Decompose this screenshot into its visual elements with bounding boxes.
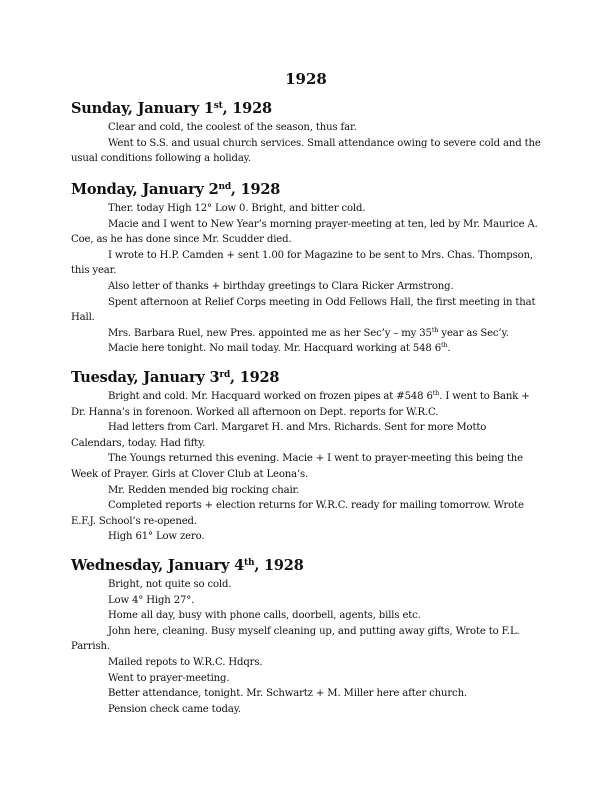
entry-paragraph: Went to S.S. and usual church services. Small attendance owing to severe cold and the usual conditions following a holiday. [71,137,541,165]
entry-heading [71,100,541,118]
heading-ordinal: nd [218,182,231,192]
ordinal-suffix: th [441,341,448,350]
entry-paragraph: High 61° Low zero. [108,531,205,543]
entry-paragraph: Also letter of thanks + birthday greetings to Clara Ricker Armstrong. [108,280,454,292]
paragraph-text: Macie here tonight. No mail today. Mr. Hacquard working at 548 6 [108,343,442,355]
entry-paragraph: Went to prayer-meeting. [108,672,230,684]
diary-entry-jan-2 [71,181,541,357]
entry-paragraph: Mailed repots to W.R.C. Hdqrs. [108,656,263,668]
entry-heading [71,369,541,387]
heading-ordinal: st [213,101,223,111]
diary-entry-jan-4 [71,557,541,717]
entry-paragraph [71,389,541,420]
paragraph-text: year as Sec’y. [438,327,509,339]
heading-day: Monday, January 2 [71,181,219,198]
entry-heading [71,557,541,575]
page-year-title: 1928 [285,70,327,88]
entry-paragraph [71,341,541,357]
heading-year: , 1928 [222,100,272,117]
entry-paragraph: Bright, not quite so cold. [108,579,232,590]
entry-paragraph: Spent afternoon at Relief Corps meeting in Odd Fellows Hall, the first meeting in that Hall. [71,296,536,324]
entry-paragraph: Better attendance, tonight. Mr. Schwartz + M. Miller here after church. [108,688,467,700]
heading-day: Sunday, January 1 [71,100,214,117]
entry-paragraph: Macie and I went to New Year’s morning prayer-meeting at ten, led by Mr. Maurice A. Coe, as he has done since Mr. Scudder died. [71,218,538,246]
ordinal-suffix: th [431,325,439,334]
entry-paragraph: Pension check came today. [108,703,241,715]
diary-entry-jan-1 [71,100,541,167]
heading-day: Tuesday, January 3 [71,369,220,386]
paragraph-text: Mrs. Barbara Ruel, new Pres. appointed me as her Sec’y – my 35 [108,327,432,339]
entry-paragraph: Had letters from Carl. Margaret H. and Mrs. Richards. Sent for more Motto Calendars, today. Had fifty. [71,422,487,449]
entry-paragraph: Ther. today High 12° Low 0. Bright, and bitter cold. [108,203,366,214]
heading-day: Wednesday, January 4 [71,557,245,574]
diary-entry-jan-3 [71,369,541,545]
entry-paragraph: Home all day, busy with phone calls, doorbell, agents, bills etc. [108,610,421,622]
entry-paragraph: Completed reports + election returns for W.R.C. ready for mailing tomorrow. Wrote E.F.J. School’s re-opened. [71,500,524,527]
heading-year: , 1928 [230,369,280,386]
entry-paragraph [71,326,541,342]
entry-paragraph: Clear and cold, the coolest of the season, thus far. [108,122,357,133]
entry-paragraph: The Youngs returned this evening. Macie + I went to prayer-meeting this being the Week of Prayer. Girls at Clover Club at Leona’s. [71,453,523,480]
paragraph-text: . [447,343,451,355]
entry-paragraph: I wrote to H.P. Camden + sent 1.00 for Magazine to be sent to Mrs. Chas. Thompson, this year. [71,249,533,277]
entry-heading [71,181,541,199]
entry-paragraph: John here, cleaning. Busy myself cleaning up, and putting away gifts, Wrote to F.L. Parrish. [71,625,520,653]
ordinal-suffix: th [432,389,440,397]
paragraph-text: . I went to Bank + Dr. Hanna’s in forenoon. Worked all afternoon on Dept. reports for W.R.C. [71,391,530,418]
entry-paragraph: Low 4° High 27°. [108,594,195,606]
heading-year: , 1928 [230,181,281,198]
heading-ordinal: th [244,558,255,568]
heading-ordinal: rd [219,370,231,380]
heading-year: , 1928 [254,557,304,574]
entry-paragraph: Mr. Redden mended big rocking chair. [108,484,300,496]
paragraph-text: Bright and cold. Mr. Hacquard worked on frozen pipes at #548 6 [108,391,433,402]
